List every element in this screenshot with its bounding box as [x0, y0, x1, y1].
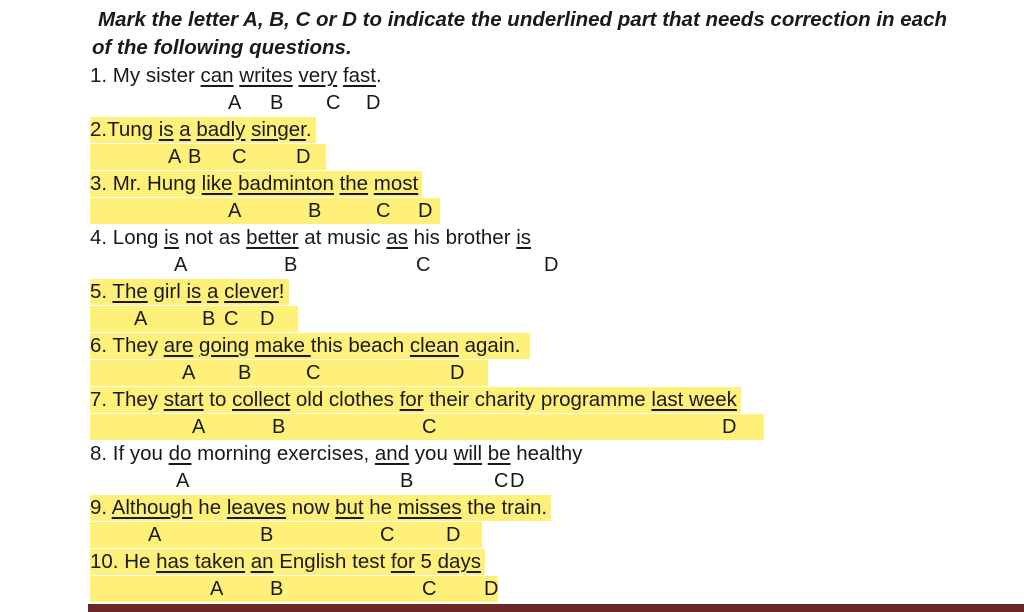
letter-a: A: [182, 362, 196, 384]
option-a-text: start: [163, 388, 204, 411]
letter-a: A: [210, 578, 224, 600]
letter-b: B: [308, 200, 322, 222]
question-1: 1. My sister can writes very fast.: [90, 64, 382, 87]
question-3: 3. Mr. Hung like badminton the most: [90, 171, 422, 197]
letters-row-10: [90, 576, 498, 602]
option-a-text: like: [201, 172, 233, 195]
option-c-text: as: [386, 226, 408, 249]
option-b-text: going: [199, 334, 250, 357]
letter-c: C: [306, 362, 321, 384]
letter-d: D: [260, 308, 275, 330]
letter-b: B: [202, 308, 216, 330]
option-b-text: an: [250, 550, 274, 573]
letters-row-7: [90, 414, 764, 440]
letter-b: B: [400, 470, 414, 492]
option-c-text: for: [390, 550, 415, 573]
letter-b: B: [270, 92, 284, 114]
option-b-text: a: [179, 118, 191, 141]
option-c-text: the: [339, 172, 369, 195]
option-c-text: a: [207, 280, 219, 303]
option-d-text: last week: [651, 388, 737, 411]
letter-a: A: [168, 146, 182, 168]
letter-d: D: [722, 416, 737, 438]
letter-a: A: [148, 524, 162, 546]
question-5: 5. The girl is a clever!: [90, 279, 289, 305]
option-a-text: has taken: [156, 550, 246, 573]
letter-a: A: [134, 308, 148, 330]
option-d-text: is: [516, 226, 532, 249]
letter-c: C: [376, 200, 391, 222]
letter-d: D: [484, 578, 499, 600]
option-b-text: writes: [239, 64, 293, 87]
option-b-text: leaves: [226, 496, 287, 519]
letter-b: B: [238, 362, 252, 384]
letter-c: C: [494, 470, 509, 492]
letter-d: D: [418, 200, 433, 222]
question-7: 7. They start to collect old clothes for their charity programme last week: [90, 387, 741, 413]
option-a-text: do: [168, 442, 192, 465]
option-d-text: days: [437, 550, 481, 573]
option-d-text: most: [373, 172, 419, 195]
option-c-text: will: [453, 442, 483, 465]
letter-c: C: [224, 308, 239, 330]
option-c-text: for: [399, 388, 424, 411]
option-d-text: misses: [397, 496, 462, 519]
letter-b: B: [272, 416, 286, 438]
letter-b: B: [188, 146, 202, 168]
option-b-text: is: [186, 280, 202, 303]
letter-d: D: [510, 470, 525, 492]
option-d-text: be: [487, 442, 511, 465]
instructions: [92, 6, 1012, 62]
option-d-text: clever: [224, 280, 279, 303]
letters-row-6: [90, 360, 488, 386]
option-c-text: very: [298, 64, 338, 87]
letters-row-2: [90, 144, 326, 170]
letter-c: C: [422, 578, 437, 600]
option-a-text: are: [163, 334, 194, 357]
question-2: 2.Tung is a badly singer.: [90, 117, 316, 143]
letter-c: C: [232, 146, 247, 168]
question-9: 9. Although he leaves now but he misses the train.: [90, 495, 551, 521]
letter-b: B: [284, 254, 298, 276]
letter-a: A: [174, 254, 188, 276]
option-b-text: collect: [232, 388, 291, 411]
letter-a: A: [228, 92, 242, 114]
option-d-text: singer: [251, 118, 306, 141]
letters-row-3: [90, 198, 440, 224]
option-b-text: and: [374, 442, 410, 465]
letter-c: C: [326, 92, 341, 114]
letter-d: D: [450, 362, 465, 384]
question-6: 6. They are going make this beach clean again.: [90, 333, 530, 359]
instruction-line-1: Mark the letter A, B, C or D to indicate the underlined part that needs correction in each: [98, 8, 947, 31]
option-c-text: make: [254, 334, 311, 357]
letter-c: C: [416, 254, 431, 276]
letter-d: D: [446, 524, 461, 546]
instruction-line-2: of the following questions.: [92, 36, 352, 59]
question-4: 4. Long is not as better at music as his brother is: [90, 226, 532, 249]
question-8: 8. If you do morning exercises, and you will be healthy: [90, 442, 583, 465]
option-d-text: fast: [342, 64, 376, 87]
option-a-text: is: [158, 118, 174, 141]
option-a-text: Although: [111, 496, 193, 519]
option-a-text: The: [112, 280, 148, 303]
letter-d: D: [544, 254, 559, 276]
letter-c: C: [380, 524, 395, 546]
letter-d: D: [366, 92, 381, 114]
question-10: 10. He has taken an English test for 5 days: [90, 549, 485, 575]
letter-a: A: [228, 200, 242, 222]
option-b-text: badminton: [238, 172, 334, 195]
letter-d: D: [296, 146, 311, 168]
option-a-text: is: [164, 226, 179, 249]
letter-a: A: [176, 470, 190, 492]
option-c-text: badly: [196, 118, 246, 141]
letter-a: A: [192, 416, 206, 438]
option-b-text: better: [246, 226, 299, 249]
letter-b: B: [260, 524, 274, 546]
letters-row-5: [90, 306, 298, 332]
option-c-text: but: [335, 496, 364, 519]
option-a-text: can: [200, 64, 234, 87]
letter-b: B: [270, 578, 284, 600]
letters-row-9: [90, 522, 482, 548]
bottom-rule: [88, 604, 1024, 612]
letter-c: C: [422, 416, 437, 438]
option-d-text: clean: [409, 334, 459, 357]
